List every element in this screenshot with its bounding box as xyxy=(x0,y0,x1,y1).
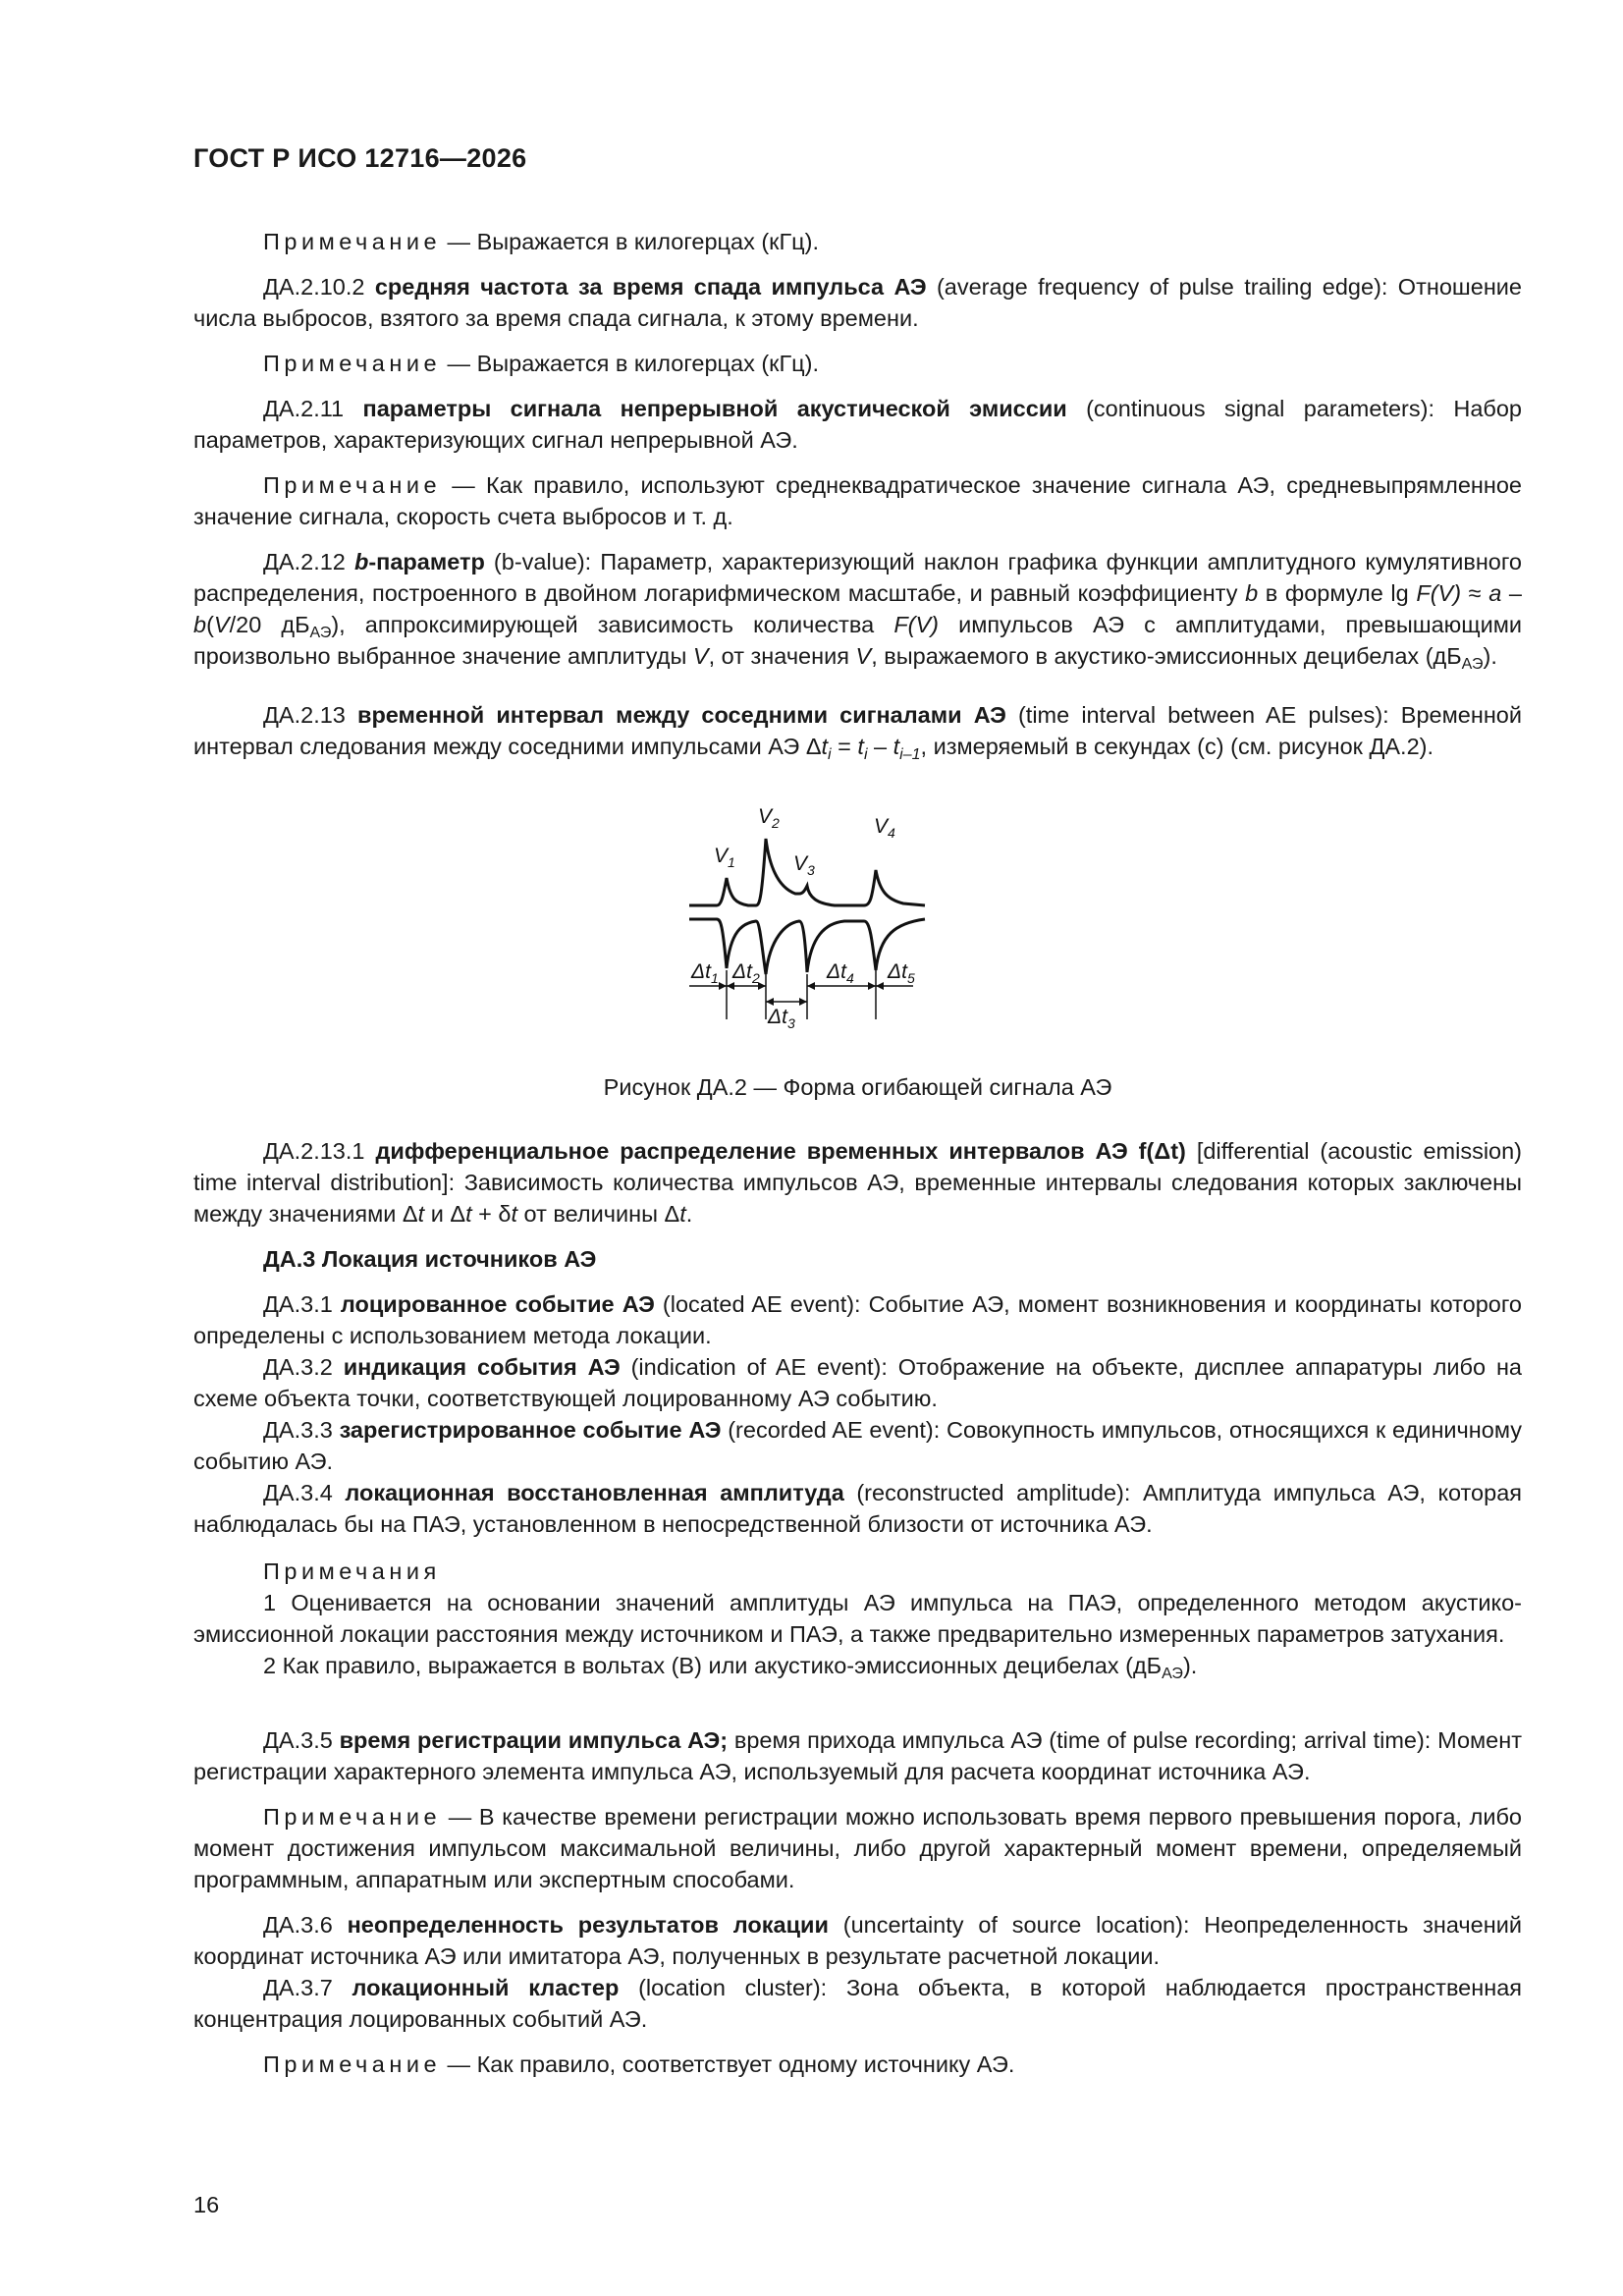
clause-da-3-7: ДА.3.7 локационный кластер (location cluster): Зона объекта, в которой наблюдается пространственная концентрация лоцированных событий АЭ. xyxy=(193,1975,1522,2032)
note-5: Примечание — Как правило, соответствует одному источнику АЭ. xyxy=(263,2051,1015,2077)
figure-caption: Рисунок ДА.2 — Форма огибающей сигнала АЭ xyxy=(603,1074,1112,1100)
clause-da-3-6: ДА.3.6 неопределенность результатов локации (uncertainty of source location): Неопределенность значений координат источника АЭ или имитатора АЭ, полученных в результате расчетной локации. xyxy=(193,1912,1522,1969)
peak-label-v4: $V_4$ xyxy=(874,815,895,841)
note-label: Примечание xyxy=(263,229,442,254)
clause-da-3-5: ДА.3.5 время регистрации импульса АЭ; время прихода импульса АЭ (time of pulse recording; arrival time): Момент регистрации характерного элемента импульса АЭ, используемый для расчета координат источника АЭ. xyxy=(193,1727,1522,1784)
clause-da-2-12: ДА.2.12 b-параметр (b-value): Параметр, характеризующий наклон графика функции амплитудного кумулятивного распределения, построенного в двойном логарифмическом масштабе, и равный коэффициенту b в формуле lg F(V) ≈ a – b(V/20 $дБ_{АЭ}$), аппроксимирующей зависимость количества F(V) импульсов АЭ с амплитудами, превышающими произвольно выбранное значение амплитуды V, от значения V, выражаемого в акустико-эмиссионных децибелах $(дБ_{АЭ})$. xyxy=(193,549,1523,673)
interval-label-dt4: $\Delta t_4$ xyxy=(827,960,854,986)
note-3: Примечание — Как правило, используют среднеквадратическое значение сигнала АЭ, средневыпрямленное значение сигнала, скорость счета выбросов и т. д. xyxy=(193,472,1522,529)
section-da-3-heading: ДА.3 Локация источников АЭ xyxy=(263,1246,597,1272)
note-4: Примечание — В качестве времени регистрации можно использовать время первого превышения порога, либо момент достижения импульсом максимальной величины, либо другой характерный момент времени, определяемый программным, аппаратным или экспертным способами. xyxy=(193,1804,1522,1892)
interval-label-dt5: $\Delta t_5$ xyxy=(888,960,915,986)
clause-da-2-13: ДА.2.13 временной интервал между соседними сигналами АЭ (time interval between AE pulses): Временной интервал следования между соседними импульсами АЭ $\Delta t_i = t_i - t_{i-1}$, измеряемый в секундах (с) (см. рисунок ДА.2). xyxy=(193,702,1523,763)
clause-da-3-4: ДА.3.4 локационная восстановленная амплитуда (reconstructed amplitude): Амплитуда импульса АЭ, которая наблюдалась бы на ПАЭ, установленном в непосредственной близости от источника АЭ. xyxy=(193,1480,1522,1537)
note-1: Примечание — Выражается в килогерцах (кГц). xyxy=(263,229,819,254)
peak-label-v2: $V_2$ xyxy=(758,805,780,831)
page-header: ГОСТ Р ИСО 12716—2026 xyxy=(193,143,527,173)
clause-da-3-2: ДА.3.2 индикация события АЭ (indication of AE event): Отображение на объекте, дисплее аппаратуры либо на схеме объекта точки, соответствующей лоцированному АЭ событию. xyxy=(193,1354,1522,1411)
envelope-figure xyxy=(677,801,1041,1047)
note-2: Примечание — Выражается в килогерцах (кГц). xyxy=(263,351,819,376)
interval-label-dt2: $\Delta t_2$ xyxy=(732,960,760,986)
clause-da-3-3: ДА.3.3 зарегистрированное событие АЭ (recorded AE event): Совокупность импульсов, относящихся к единичному событию АЭ. xyxy=(193,1417,1523,1474)
peak-label-v1: $V_1$ xyxy=(714,845,735,870)
clause-da-2-13-1: ДА.2.13.1 дифференциальное распределение временных интервалов АЭ f(Δt) [differential (acoustic emission) time interval distribution]: Зависимость количества импульсов АЭ, временные интервалы следования которых заключены между значениями Δt и Δt + δt от величины Δt. xyxy=(193,1138,1523,1227)
peak-label-v3: $V_3$ xyxy=(793,852,815,878)
interval-label-dt3: $\Delta t_3$ xyxy=(768,1006,795,1031)
notes-block: Примечания 1 Оценивается на основании значений амплитуды АЭ импульса на ПАЭ, определенного методом акустико-эмиссионной локации расстояния между источником и ПАЭ, а также предварительно измеренных параметров затухания. 2 Как правило, выражается в вольтах (В) или акустико-эмиссионных децибелах $(дБ_{АЭ})$. xyxy=(193,1558,1522,1682)
page-number: 16 xyxy=(193,2192,220,2217)
clause-da-3-1: ДА.3.1 лоцированное событие АЭ (located AE event): Событие АЭ, момент возникновения и координаты которого определены с использованием метода локации. xyxy=(193,1291,1522,1348)
clause-da-2-10-2: ДА.2.10.2 средняя частота за время спада импульса АЭ (average frequency of pulse trailing edge): Отношение числа выбросов, взятого за время спада сигнала, к этому времени. xyxy=(193,274,1522,331)
clause-da-2-11: ДА.2.11 параметры сигнала непрерывной акустической эмиссии (continuous signal parameters): Набор параметров, характеризующих сигнал непрерывной АЭ. xyxy=(193,396,1522,453)
interval-label-dt1: $\Delta t_1$ xyxy=(691,960,719,986)
